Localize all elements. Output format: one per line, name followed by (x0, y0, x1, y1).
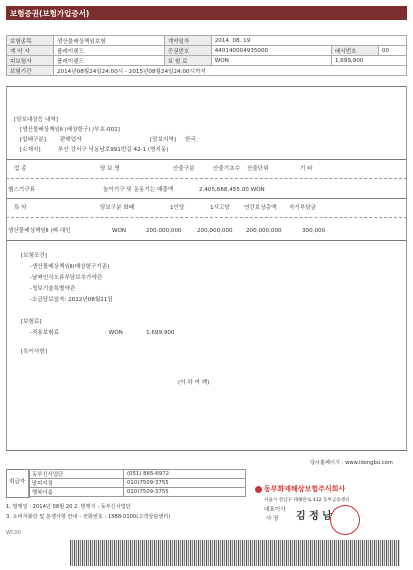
table1-cell: 놀이기구 및 운동기는 매출액 (103, 187, 174, 193)
handler-name: 동부신사업단 (29, 470, 124, 479)
handler-label: 취급자 (9, 479, 26, 485)
business-value: 판매업자 (60, 137, 82, 143)
handler-phone: 010)7509-3755 (123, 488, 245, 497)
condition-item: -생산물배상책임Ⅱ(배상항구기준) (30, 264, 110, 270)
table2-header-rule (6, 217, 407, 218)
subject-heading: [담보대상등 내역] (14, 117, 58, 123)
table2-cell: 300,000 (302, 228, 326, 234)
header-value: 00 (378, 46, 406, 56)
table1-cell: 헬스기구류 (8, 187, 36, 193)
handler-phone: (051) 865-6972 (123, 470, 245, 479)
conditions-heading: [보험조건] (21, 253, 47, 259)
notes-heading: [특이사항] (21, 349, 47, 355)
company-address: 서울시 강남구 테헤란로 432 동부금융센터 (264, 498, 350, 503)
header-key: 피보험자 (7, 56, 54, 66)
table1-header: 산출기초수 (213, 166, 241, 172)
header-value: 2014년08월24일24:00시 - 2015년08월24일24:00시까지 (54, 66, 407, 76)
handler-phone: 010)7509-3755 (123, 479, 245, 488)
table1-header: 산출단위 (247, 166, 269, 172)
table2-cell: 200,000,000 (197, 228, 233, 234)
header-value: 플레이랜드 (54, 46, 165, 56)
region-label: [담보지역] (150, 137, 176, 143)
table1-header: 산출구분 (173, 166, 195, 172)
ceo-name: 김 정 남 (296, 511, 332, 522)
address-label: [소재지] (20, 147, 41, 153)
table2-header: 1인당 (170, 205, 185, 211)
header-key: 보험종목 (7, 36, 54, 46)
table2-header: 특 약 (14, 205, 27, 211)
region-value: 한국 (185, 137, 196, 143)
table2-cell: WON (112, 228, 127, 234)
table2-bottom-rule (6, 240, 407, 241)
header-key: 보험기간 (7, 66, 54, 76)
table1-header-rule (6, 178, 407, 179)
header-value: 2014. 08. 19 (211, 36, 406, 46)
document-title-bar (6, 6, 407, 20)
handler-row (29, 488, 246, 497)
table2-header: 자기부담금 (289, 205, 317, 211)
header-value: 440140004935000 (211, 46, 331, 56)
frame-bottom (6, 450, 407, 451)
header-value: 생산물배상책임보험 (54, 36, 165, 46)
table1-header: 업 종 (14, 166, 27, 172)
table2-cell: 200,000,000 (246, 228, 282, 234)
table1-header: 담 보 명 (100, 166, 120, 172)
condition-item: -청보기술특별약관 (30, 286, 76, 292)
table1-bottom-rule (6, 198, 407, 199)
table2-cell: 생산물배상책임Ⅱ (배 대인 (8, 228, 71, 234)
premium-label: -적용보험료 (30, 330, 60, 336)
ceo-label: 대표이사 (264, 507, 286, 513)
header-key: 보 험 료 (164, 56, 211, 66)
frame-right (406, 86, 407, 450)
doc-code: WC00 (6, 530, 21, 536)
table1-cell: 2,405,668,455.00 WON (199, 187, 265, 193)
header-row (7, 46, 407, 56)
business-label: [업태구분] (20, 137, 46, 143)
table2-header: 1사고당 (210, 205, 230, 211)
condition-item: -소급담보일자: 2012년08월21일 (30, 297, 113, 303)
subject-product: [생산물배상책임Ⅱ (배상항구) /부호-001] (20, 127, 120, 133)
premium-amount: 1,699,900 (146, 330, 175, 336)
table2-header: 담보구분 화폐 (100, 205, 135, 211)
handler-row (29, 470, 246, 479)
header-row (7, 66, 407, 76)
header-row (7, 36, 407, 46)
header-value: 1,699,900 (331, 56, 406, 66)
premium-currency: : WON (105, 330, 123, 336)
dispute-line: 3. 소비자불만 및 분쟁사항 안내 - 전화번호 : 1588-0100(고객상담센터) (6, 514, 171, 520)
table2-cell: 200,000,000 (146, 228, 182, 234)
header-key: 배서번호 (331, 46, 378, 56)
document-title: 보험증권(보험가입증서) (10, 9, 90, 18)
table1-header: 기 타 (300, 166, 313, 172)
policy-header-table (6, 35, 407, 76)
header-value: WON (211, 56, 331, 66)
divider (6, 86, 407, 87)
header-key: 계약일자 (164, 36, 211, 46)
handler-name: 말피지점 (29, 479, 124, 488)
frame-left (6, 86, 7, 450)
header-row (7, 56, 407, 66)
header-key: 증권번호 (164, 46, 211, 56)
ceo-title: 사 장 (266, 516, 279, 522)
table2-header: 연간보상총액 (244, 205, 277, 211)
premium-heading: [보험료] (21, 319, 42, 325)
handler-row (29, 479, 246, 488)
company-logo-icon (255, 486, 262, 493)
table1-top-rule (6, 159, 407, 160)
homepage: 당사홈페이지 : www.idongbu.com (310, 460, 393, 466)
barcode-icon (70, 540, 400, 566)
company-name: 동부화재해상보험주식회사 (264, 485, 346, 493)
header-value: 플레이랜드 (54, 56, 165, 66)
blank-marker: (이 하 여 백) (178, 380, 210, 386)
address-value: 부산 강서구 낙동남로991번길 42-1 (명지동) (58, 147, 169, 153)
company-seal-icon (330, 505, 360, 535)
handler-name: 행복이룸 (29, 488, 124, 497)
header-key: 계 약 자 (7, 46, 54, 56)
condition-item: -날짜인식오류부담보추가약관 (30, 275, 103, 281)
issue-line: 1. 발행일 : 2014년 08월 20 2. 발행지 : 동부신사업단 (6, 504, 131, 510)
handler-table (28, 469, 246, 497)
